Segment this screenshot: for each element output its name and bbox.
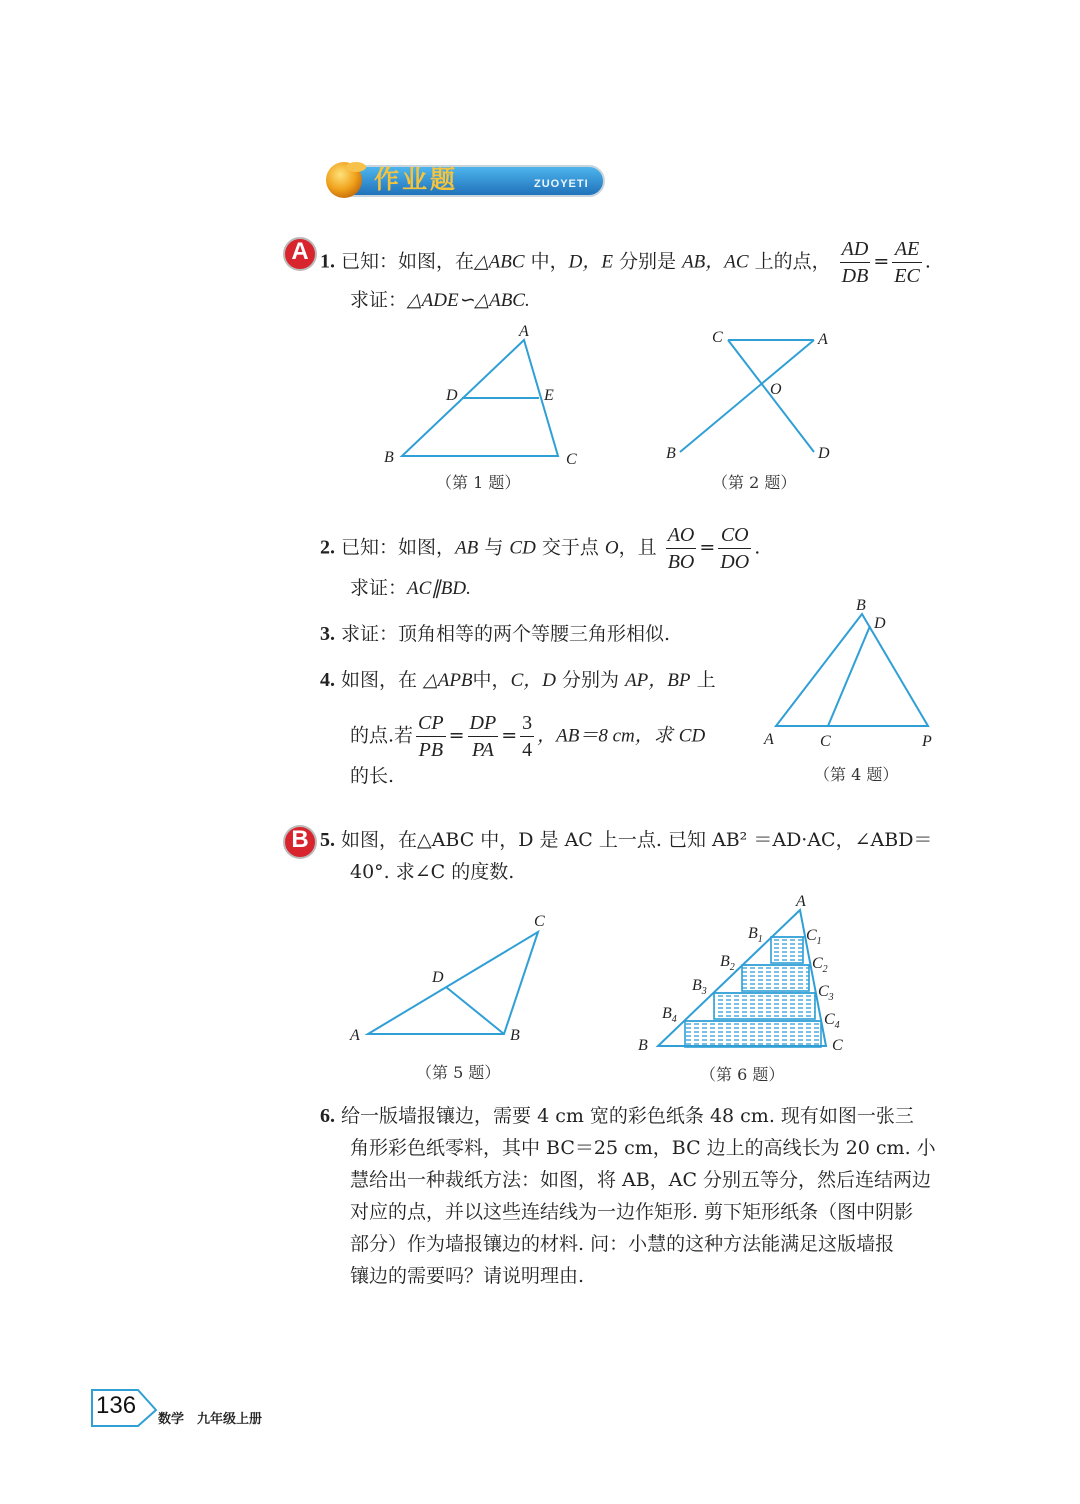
figure-4-diagram xyxy=(756,596,946,756)
label-b: B xyxy=(510,1027,520,1044)
label-b4: $B_4$ xyxy=(662,1005,677,1025)
header-title: 作业题 xyxy=(374,165,459,194)
figure-1 xyxy=(376,320,596,492)
question-1: 1. 已知：如图，在△ABC 中，D，E 分别是 AB，AC 上的点， $\frac{AD}{DB}$ = $\frac{AE}{EC}$ . xyxy=(320,238,931,287)
label-c: C xyxy=(534,913,545,930)
figure-6-diagram xyxy=(630,890,850,1060)
figure-6-caption: （第 6 题） xyxy=(700,1065,785,1084)
label-a: A xyxy=(519,323,529,340)
label-b: B xyxy=(856,597,866,614)
figure-5-caption: （第 5 题） xyxy=(416,1063,501,1082)
figure-5-diagram xyxy=(344,906,564,1056)
page-number: 136 xyxy=(96,1392,137,1419)
fraction-co-do: $\frac{CO}{DO}$ xyxy=(720,524,750,573)
label-b: B xyxy=(638,1037,648,1054)
label-c: C xyxy=(712,329,723,346)
label-e: E xyxy=(544,387,554,404)
figure-1-diagram xyxy=(376,320,596,470)
question-6-line-6: 镶边的需要吗？请说明理由. xyxy=(350,1265,585,1287)
question-4-line-2: 的点.若 $\frac{CP}{PB}$ = $\frac{DP}{PA}$ = $\frac{3}{4}$ ，AB＝8 cm，求 CD xyxy=(350,712,706,761)
question-6-line-2: 角形彩色纸零料，其中 BC＝25 cm，BC 边上的高线长为 20 cm. 小 xyxy=(350,1137,936,1159)
label-b: B xyxy=(666,445,676,462)
question-6-line-4: 对应的点，并以这些连结线为一边作矩形. 剪下矩形纸条（图中阴影 xyxy=(350,1201,914,1223)
label-d: D xyxy=(446,387,458,404)
fraction-ad-db: $\frac{AD}{DB}$ xyxy=(841,238,869,287)
figure-6 xyxy=(630,890,850,1088)
fraction-3-4: $\frac{3}{4}$ xyxy=(522,712,533,761)
label-c: C xyxy=(566,451,577,468)
label-a: A xyxy=(796,893,806,910)
label-c3: $C_3$ xyxy=(818,983,834,1003)
label-a: A xyxy=(350,1027,360,1044)
label-b3: $B_3$ xyxy=(692,977,707,997)
label-c4: $C_4$ xyxy=(824,1011,840,1031)
label-d: D xyxy=(432,969,444,986)
figure-4 xyxy=(756,596,946,788)
label-c2: $C_2$ xyxy=(812,955,828,975)
label-a: A xyxy=(764,731,774,748)
fraction-ao-bo: $\frac{AO}{BO}$ xyxy=(667,524,695,573)
fraction-cp-pb: $\frac{CP}{PB}$ xyxy=(418,712,444,761)
question-6-line-5: 部分）作为墙报镶边的材料. 问：小慧的这种方法能满足这版墙报 xyxy=(350,1233,895,1255)
figure-5 xyxy=(344,906,564,1084)
question-2: 2. 已知：如图，AB 与 CD 交于点 O，且 $\frac{AO}{BO}$ = $\frac{CO}{DO}$ . xyxy=(320,524,761,573)
label-a: A xyxy=(818,331,828,348)
question-4-line-3: 的长. xyxy=(350,765,395,787)
question-6: 6. 给一版墙报镶边，需要 4 cm 宽的彩色纸条 48 cm. 现有如图一张三 xyxy=(320,1105,914,1127)
level-a-badge: A xyxy=(282,236,318,272)
section-header xyxy=(322,158,606,200)
label-d: D xyxy=(818,445,830,462)
book-title: 数学 九年级上册 xyxy=(158,1412,263,1427)
question-4-line-1: 4. 如图，在 △APB中，C，D 分别为 AP，BP 上 xyxy=(320,669,716,691)
label-p: P xyxy=(922,733,932,750)
figure-2-caption: （第 2 题） xyxy=(712,473,797,492)
header-subtitle: ZUOYETI xyxy=(534,178,589,190)
label-c: C xyxy=(820,733,831,750)
question-3: 3. 求证：顶角相等的两个等腰三角形相似. xyxy=(320,623,671,645)
figure-1-caption: （第 1 题） xyxy=(436,473,521,492)
label-c: C xyxy=(832,1037,843,1054)
page-footer xyxy=(90,1388,330,1428)
question-5-line-2: 40°. 求∠C 的度数. xyxy=(350,861,515,883)
label-d: D xyxy=(874,615,886,632)
label-b1: $B_1$ xyxy=(748,925,763,945)
label-c1: $C_1$ xyxy=(806,927,822,947)
label-o: O xyxy=(770,381,782,398)
fraction-dp-pa: $\frac{DP}{PA}$ xyxy=(469,712,497,761)
figure-2-diagram xyxy=(660,320,850,470)
label-b: B xyxy=(384,449,394,466)
question-6-line-3: 慧给出一种裁纸方法：如图，将 AB，AC 分别五等分，然后连结两边 xyxy=(350,1169,932,1191)
question-5-line-1: 5. 如图，在△ABC 中，D 是 AC 上一点. 已知 AB² ＝AD·AC，∠ABD＝ xyxy=(320,829,933,851)
figure-4-caption: （第 4 题） xyxy=(814,765,899,784)
question-1-prove: 求证：△ADE∽△ABC. xyxy=(350,289,530,311)
figure-2 xyxy=(660,320,850,492)
level-b-badge: B xyxy=(282,824,318,860)
label-b2: $B_2$ xyxy=(720,953,735,973)
question-2-prove: 求证：AC∥BD. xyxy=(350,577,471,599)
fraction-ae-ec: $\frac{AE}{EC}$ xyxy=(894,238,920,287)
